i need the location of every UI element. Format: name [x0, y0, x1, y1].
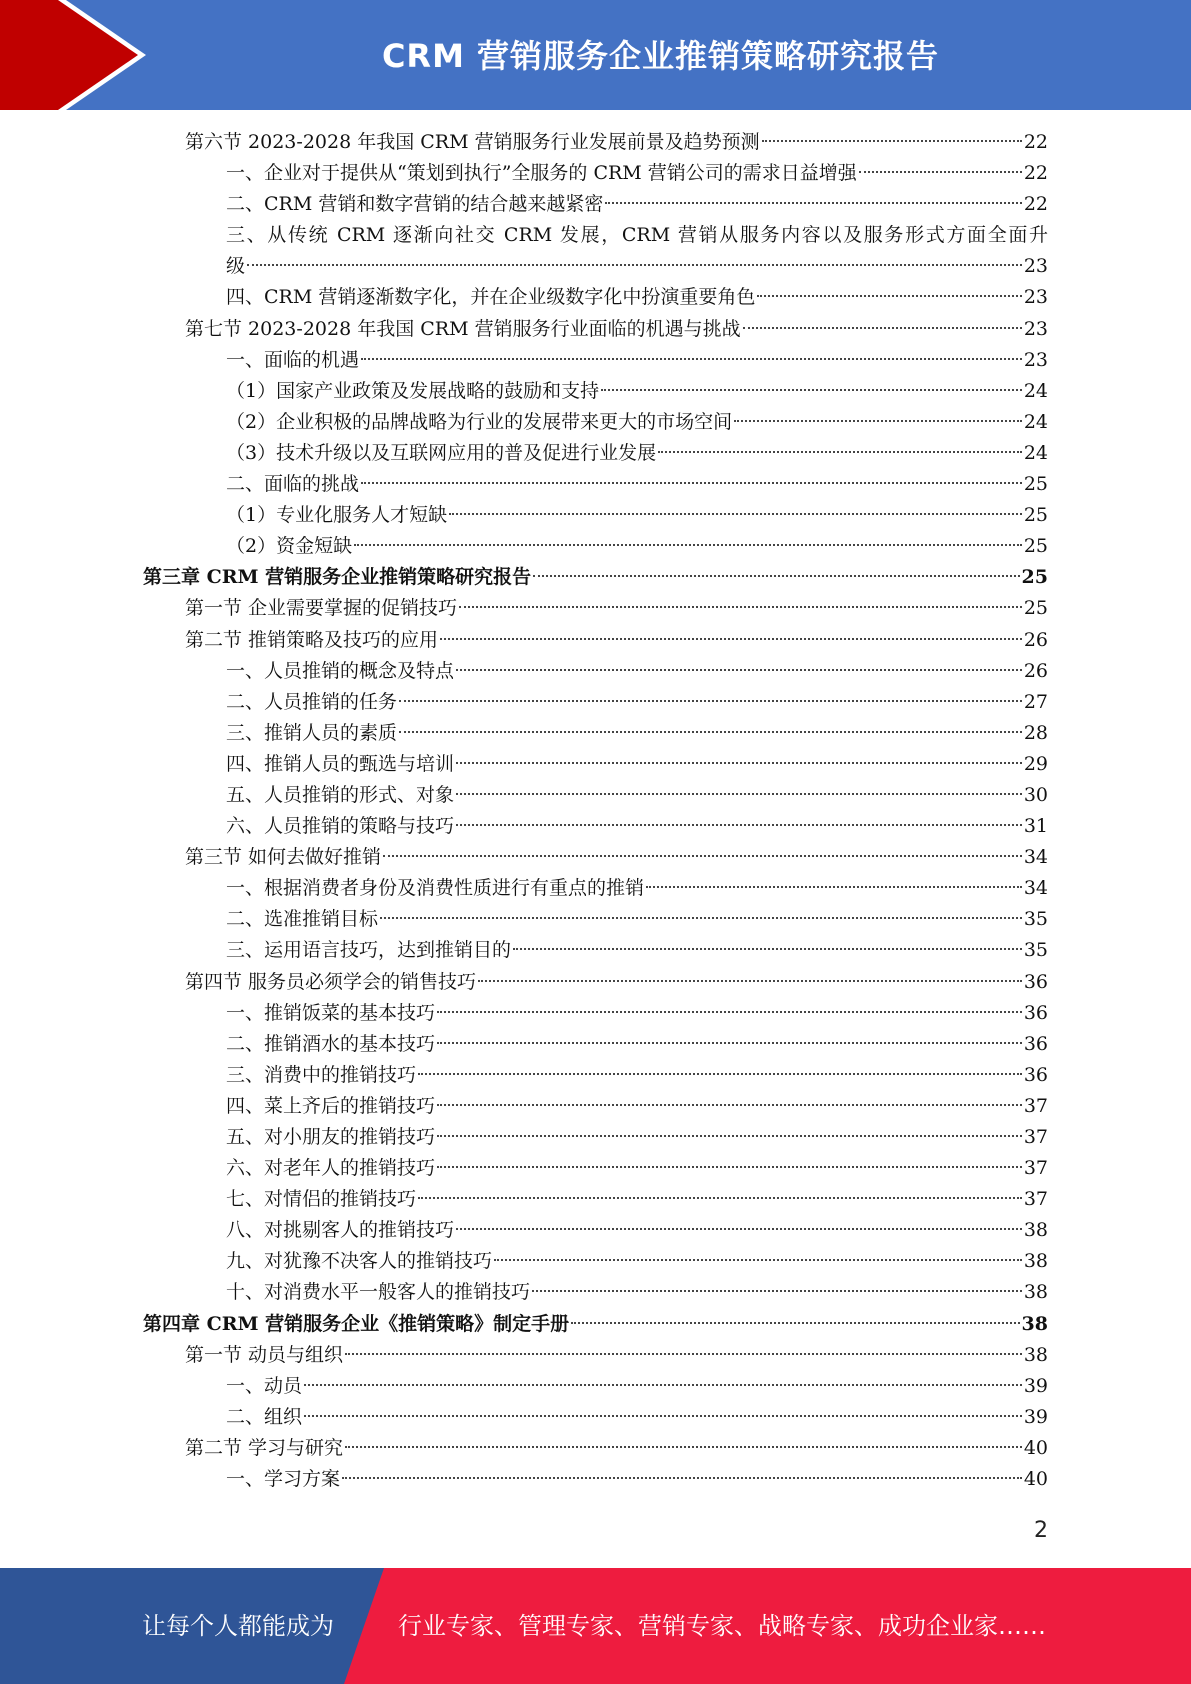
toc-entry[interactable] [0, 189, 1191, 220]
toc-entry-text: （1）专业化服务人才短缺 [226, 504, 448, 527]
toc-entry-text: 第四章 CRM 营销服务企业《推销策略》制定手册 [143, 1312, 570, 1335]
toc-entry[interactable] [0, 220, 1191, 282]
toc-page-number: 23 [1023, 286, 1048, 309]
toc-entry[interactable] [0, 1371, 1191, 1402]
toc-entry[interactable] [0, 873, 1191, 904]
toc-entry[interactable] [0, 967, 1191, 998]
toc-entry-text: 三、消费中的推销技巧 [226, 1063, 417, 1086]
toc-page-number: 31 [1023, 815, 1048, 838]
toc-entry-text: 五、人员推销的形式、对象 [226, 783, 455, 806]
toc-entry-text: 二、推销酒水的基本技巧 [226, 1032, 436, 1055]
toc-leader-dots [757, 295, 1021, 297]
toc-page-number: 38 [1023, 1343, 1048, 1366]
toc-entry-text: （1）国家产业政策及发展战略的鼓励和支持 [226, 379, 600, 402]
toc-page-number: 29 [1023, 752, 1048, 775]
toc-page-number: 40 [1023, 1436, 1048, 1459]
toc-entry-text: 第二节 学习与研究 [185, 1436, 344, 1459]
toc-page-number: 38 [1021, 1312, 1048, 1335]
toc-leader-dots [399, 700, 1022, 702]
toc-entry-text: 十、对消费水平一般客人的推销技巧 [226, 1281, 531, 1304]
toc-entry-text: 第四节 服务员必须学会的销售技巧 [185, 970, 477, 993]
toc-page-number: 25 [1023, 504, 1048, 527]
toc-leader-dots [354, 544, 1022, 546]
toc-leader-dots [449, 513, 1022, 515]
toc-page-number: 24 [1023, 379, 1048, 402]
toc-page-number: 35 [1023, 908, 1048, 931]
toc-entry-text: 三、从传统 CRM 逐渐向社交 CRM 发展，CRM 营销从服务内容以及服务形式方面全面升 [226, 224, 1048, 247]
toc-leader-dots [456, 824, 1022, 826]
toc-entry[interactable] [0, 531, 1191, 562]
toc-entry-text: 五、对小朋友的推销技巧 [226, 1126, 436, 1148]
toc-page-number: 23 [1023, 255, 1048, 278]
toc-entry-text: 第一节 企业需要掌握的促销技巧 [185, 597, 458, 620]
toc-page-number: 35 [1023, 939, 1048, 962]
toc-entry[interactable] [0, 1029, 1191, 1060]
toc-entry[interactable] [0, 376, 1191, 407]
toc-page-number: 38 [1023, 1281, 1048, 1304]
toc-entry[interactable] [0, 562, 1191, 593]
toc-entry[interactable] [0, 998, 1191, 1029]
toc-entry[interactable] [0, 127, 1191, 158]
toc-entry[interactable] [0, 407, 1191, 438]
toc-leader-dots [456, 793, 1022, 795]
toc-entry-text: 一、人员推销的概念及特点 [226, 659, 455, 682]
toc-entry[interactable] [0, 500, 1191, 531]
toc-entry-text-continuation: 级 [226, 255, 246, 278]
toc-entry-text: 一、面临的机遇 [226, 348, 360, 371]
toc-entry[interactable] [0, 469, 1191, 500]
toc-page-number: 36 [1023, 1032, 1048, 1055]
toc-leader-dots [345, 1353, 1022, 1355]
toc-entry-text: 第二节 推销策略及技巧的应用 [185, 628, 439, 651]
toc-leader-dots [459, 606, 1022, 608]
toc-page-number: 39 [1023, 1374, 1048, 1397]
toc-leader-dots [478, 980, 1022, 982]
footer-slogan: 行业专家、管理专家、营销专家、战略专家、成功企业家…… [398, 1612, 1046, 1640]
toc-page-number: 36 [1023, 970, 1048, 993]
toc-entry[interactable] [0, 438, 1191, 469]
toc-entry-text: 一、企业对于提供从“策划到执行”全服务的 CRM 营销公司的需求日益增强 [226, 162, 857, 185]
toc-entry[interactable] [0, 314, 1191, 345]
toc-leader-dots [456, 762, 1022, 764]
toc-entry-text: 第七节 2023-2028 年我国 CRM 营销服务行业面临的机遇与挑战 [185, 317, 741, 340]
toc-page-number: 38 [1023, 1219, 1048, 1242]
toc-entry[interactable] [0, 1246, 1191, 1277]
toc-entry-text: 第一节 动员与组织 [185, 1343, 344, 1366]
toc-entry-text: （2）企业积极的品牌战略为行业的发展带来更大的市场空间 [226, 410, 733, 433]
page-number: 2 [1034, 1518, 1048, 1543]
toc-page-number: 37 [1023, 1188, 1048, 1211]
toc-page-number: 34 [1023, 877, 1048, 900]
toc-entry[interactable] [0, 687, 1191, 718]
toc-entry[interactable] [0, 811, 1191, 842]
toc-leader-dots [601, 389, 1022, 391]
toc-page-number: 24 [1023, 410, 1048, 433]
toc-leader-dots [456, 669, 1022, 671]
toc-page-number: 22 [1023, 131, 1048, 153]
toc-entry[interactable] [0, 1122, 1191, 1153]
toc-entry[interactable] [0, 282, 1191, 313]
toc-entry-text: （3）技术升级以及互联网应用的普及促进行业发展 [226, 441, 657, 464]
toc-leader-dots [383, 855, 1022, 857]
toc-entry-text: 第三节 如何去做好推销 [185, 846, 382, 869]
toc-leader-dots [456, 1228, 1022, 1230]
toc-page-number: 25 [1023, 597, 1048, 620]
toc-leader-dots [440, 638, 1022, 640]
table-of-contents [0, 127, 1191, 1495]
toc-entry[interactable] [0, 1091, 1191, 1122]
toc-leader-dots [437, 1166, 1022, 1168]
toc-leader-dots [437, 1042, 1022, 1044]
toc-page-number: 39 [1023, 1405, 1048, 1428]
toc-page-number: 25 [1021, 566, 1048, 589]
toc-entry-text: 一、动员 [226, 1374, 303, 1397]
toc-leader-dots [646, 886, 1022, 888]
toc-leader-dots [437, 1011, 1022, 1013]
toc-entry-text: 九、对犹豫不决客人的推销技巧 [226, 1250, 493, 1273]
toc-page-number: 26 [1023, 659, 1048, 682]
toc-page-number: 36 [1023, 1001, 1048, 1024]
toc-leader-dots [859, 171, 1022, 173]
toc-entry-text: 二、组织 [226, 1405, 303, 1428]
toc-page-number: 37 [1023, 1126, 1048, 1148]
toc-page-number: 26 [1023, 628, 1048, 651]
toc-page-number: 24 [1023, 441, 1048, 464]
toc-entry[interactable] [0, 1277, 1191, 1308]
toc-leader-dots [345, 1446, 1022, 1448]
toc-leader-dots [437, 1135, 1022, 1137]
toc-leader-dots [380, 917, 1022, 919]
toc-entry-text: 一、学习方案 [226, 1468, 341, 1491]
footer-slogan-lead: 让每个人都能成为 [142, 1612, 334, 1640]
toc-leader-dots [418, 1073, 1022, 1075]
toc-entry-text: 四、推销人员的甄选与培训 [226, 752, 455, 775]
toc-leader-dots [532, 1290, 1022, 1292]
toc-entry[interactable] [0, 780, 1191, 811]
toc-entry-text: 四、CRM 营销逐渐数字化，并在企业级数字化中扮演重要角色 [226, 286, 756, 309]
toc-entry-text: 四、菜上齐后的推销技巧 [226, 1094, 436, 1117]
toc-leader-dots [247, 264, 1022, 266]
toc-page-number: 25 [1023, 535, 1048, 558]
toc-leader-dots [437, 1104, 1022, 1106]
toc-entry-text: （2）资金短缺 [226, 535, 353, 558]
toc-page-number: 37 [1023, 1157, 1048, 1180]
toc-leader-dots [605, 202, 1021, 204]
toc-entry[interactable] [0, 158, 1191, 189]
toc-entry-text: 二、人员推销的任务 [226, 690, 398, 713]
toc-page-number: 38 [1023, 1250, 1048, 1273]
toc-entry[interactable] [0, 345, 1191, 376]
toc-leader-dots [418, 1197, 1022, 1199]
toc-entry[interactable] [0, 593, 1191, 624]
toc-page-number: 36 [1023, 1063, 1048, 1086]
toc-leader-dots [571, 1322, 1019, 1324]
toc-entry[interactable] [0, 1340, 1191, 1371]
toc-leader-dots [513, 948, 1022, 950]
toc-entry-text: 六、人员推销的策略与技巧 [226, 815, 455, 838]
toc-entry-text: 第三章 CRM 营销服务企业推销策略研究报告 [143, 566, 532, 589]
toc-leader-dots [342, 1477, 1022, 1479]
toc-entry[interactable] [0, 625, 1191, 656]
toc-entry-text: 二、选准推销目标 [226, 908, 379, 931]
toc-page-number: 34 [1023, 846, 1048, 869]
toc-leader-dots [743, 327, 1022, 329]
toc-entry[interactable] [0, 1184, 1191, 1215]
toc-entry[interactable] [0, 749, 1191, 780]
toc-entry[interactable] [0, 1215, 1191, 1246]
toc-entry-text: 六、对老年人的推销技巧 [226, 1157, 436, 1180]
toc-leader-dots [361, 482, 1022, 484]
toc-entry-text: 一、推销饭菜的基本技巧 [226, 1001, 436, 1024]
toc-entry-text: 八、对挑剔客人的推销技巧 [226, 1219, 455, 1242]
toc-page-number: 22 [1023, 193, 1048, 216]
toc-leader-dots [361, 358, 1022, 360]
toc-leader-dots [304, 1415, 1022, 1417]
toc-entry-text: 二、CRM 营销和数字营销的结合越来越紧密 [226, 193, 604, 216]
toc-page-number: 23 [1023, 348, 1048, 371]
toc-leader-dots [399, 731, 1022, 733]
toc-leader-dots [494, 1259, 1022, 1261]
toc-entry[interactable] [0, 656, 1191, 687]
page-header [0, 0, 1191, 110]
toc-page-number: 25 [1023, 473, 1048, 496]
toc-entry-text: 一、根据消费者身份及消费性质进行有重点的推销 [226, 877, 645, 900]
toc-entry[interactable] [0, 904, 1191, 935]
toc-entry-text: 第六节 2023-2028 年我国 CRM 营销服务行业发展前景及趋势预测 [185, 131, 760, 153]
toc-page-number: 23 [1023, 317, 1048, 340]
toc-entry[interactable] [0, 1433, 1191, 1464]
toc-page-number: 22 [1023, 162, 1048, 185]
document-title: CRM 营销服务企业推销策略研究报告 [381, 37, 940, 75]
toc-leader-dots [304, 1384, 1022, 1386]
toc-entry[interactable] [0, 718, 1191, 749]
toc-entry[interactable] [0, 1309, 1191, 1340]
toc-page-number: 37 [1023, 1094, 1048, 1117]
toc-page-number: 30 [1023, 783, 1048, 806]
toc-entry[interactable] [0, 1060, 1191, 1091]
toc-entry[interactable] [0, 1153, 1191, 1184]
toc-entry-text: 二、面临的挑战 [226, 473, 360, 496]
toc-entry[interactable] [0, 1464, 1191, 1495]
page-footer [0, 1568, 1191, 1684]
toc-entry[interactable] [0, 1402, 1191, 1433]
toc-leader-dots [658, 451, 1022, 453]
toc-page-number: 27 [1023, 690, 1048, 713]
toc-entry[interactable] [0, 935, 1191, 966]
toc-entry-text: 三、运用语言技巧，达到推销目的 [226, 939, 512, 962]
toc-leader-dots [734, 420, 1022, 422]
toc-entry-text: 三、推销人员的素质 [226, 721, 398, 744]
toc-entry[interactable] [0, 842, 1191, 873]
toc-page-number: 28 [1023, 721, 1048, 744]
toc-entry-text: 七、对情侣的推销技巧 [226, 1188, 417, 1211]
toc-leader-dots [762, 140, 1022, 142]
toc-page-number: 40 [1023, 1468, 1048, 1491]
toc-leader-dots [533, 575, 1019, 577]
